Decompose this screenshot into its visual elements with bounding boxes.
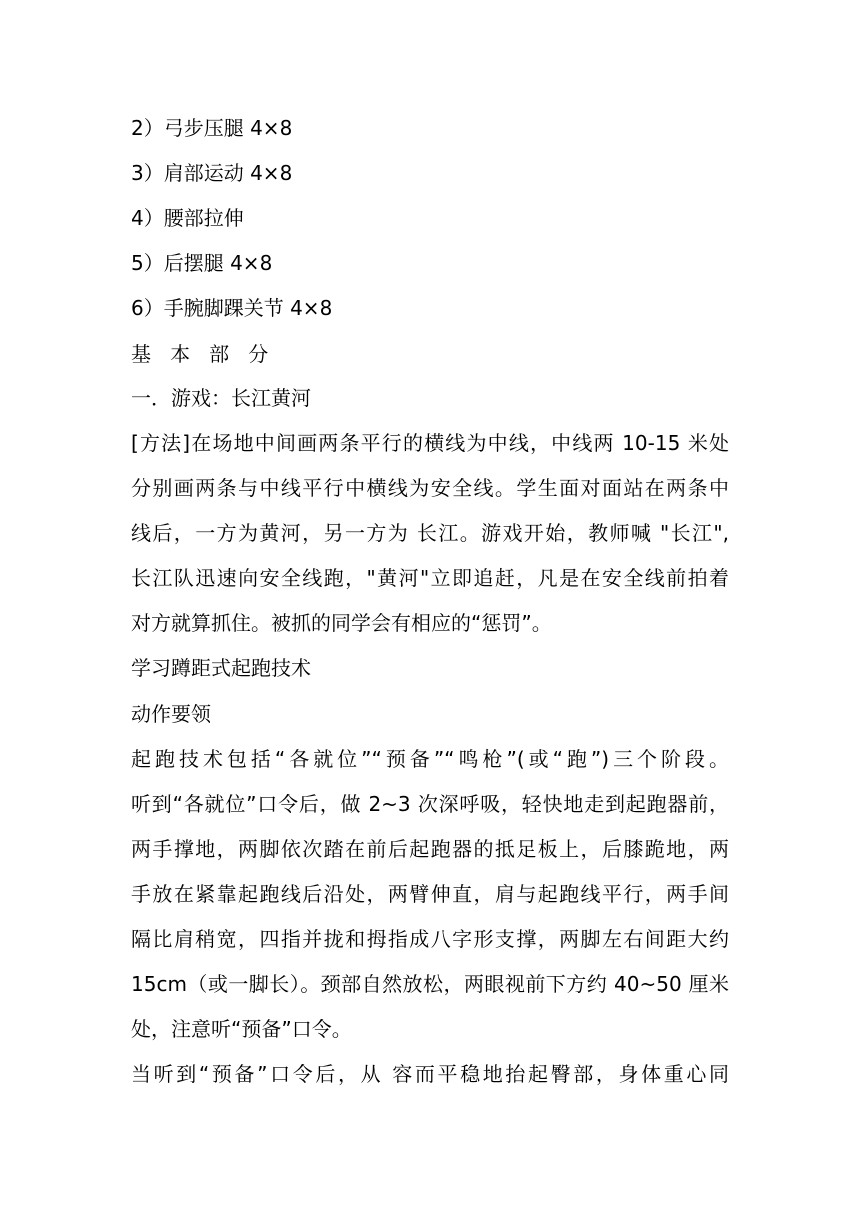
paragraph-line: 两手撑地，两脚依次踏在前后起跑器的抵足板上，后膝跪地，两 (131, 837, 729, 861)
subheading: 学习蹲距式起跑技术 (131, 656, 311, 680)
paragraph-line: 处，注意听“预备”口令。 (131, 1017, 352, 1041)
paragraph-line: 起跑技术包括“各就位”“预备”“鸣枪”(或“跑”)三个阶段。 (131, 747, 729, 771)
text-line-warmup-3: 3）肩部运动 4×8 (131, 161, 293, 185)
paragraph-line: 对方就算抓住。被抓的同学会有相应的“惩罚”。 (131, 611, 552, 635)
paragraph-line: 听到“各就位”口令后，做 2~3 次深呼吸，轻快地走到起跑器前， (131, 792, 729, 816)
text-line-warmup-4: 4）腰部拉伸 (131, 206, 244, 230)
paragraph-line: 分别画两条与中线平行中横线为安全线。学生面对面站在两条中 (131, 476, 729, 500)
text-line-warmup-6: 6）手腕脚踝关节 4×8 (131, 296, 333, 320)
paragraph-line: [方法]在场地中间画两条平行的横线为中线，中线两 10-15 米处 (131, 431, 729, 455)
paragraph-line: 线后，一方为黄河，另一方为 长江。游戏开始，教师喊 "长江", (131, 521, 729, 545)
paragraph-line: 手放在紧靠起跑线后沿处，两臂伸直，肩与起跑线平行，两手间 (131, 882, 729, 906)
paragraph-line: 15cm（或一脚长）。颈部自然放松，两眼视前下方约 40~50 厘米 (131, 972, 729, 996)
section-heading: 基 本 部 分 (131, 342, 269, 366)
paragraph-line: 隔比肩稍宽，四指并拢和拇指成八字形支撑，两脚左右间距大约 (131, 927, 729, 951)
subheading: 动作要领 (131, 702, 211, 726)
text-line-warmup-2: 2）弓步压腿 4×8 (131, 116, 293, 140)
paragraph-line: 当听到“预备”口令后，从 容而平稳地抬起臀部，身体重心同 (131, 1062, 729, 1086)
game-title: 一．游戏：长江黄河 (131, 386, 311, 410)
text-line-warmup-5: 5）后摆腿 4×8 (131, 251, 273, 275)
paragraph-line: 长江队迅速向安全线跑，"黄河"立即追赶，凡是在安全线前拍着 (131, 566, 729, 590)
